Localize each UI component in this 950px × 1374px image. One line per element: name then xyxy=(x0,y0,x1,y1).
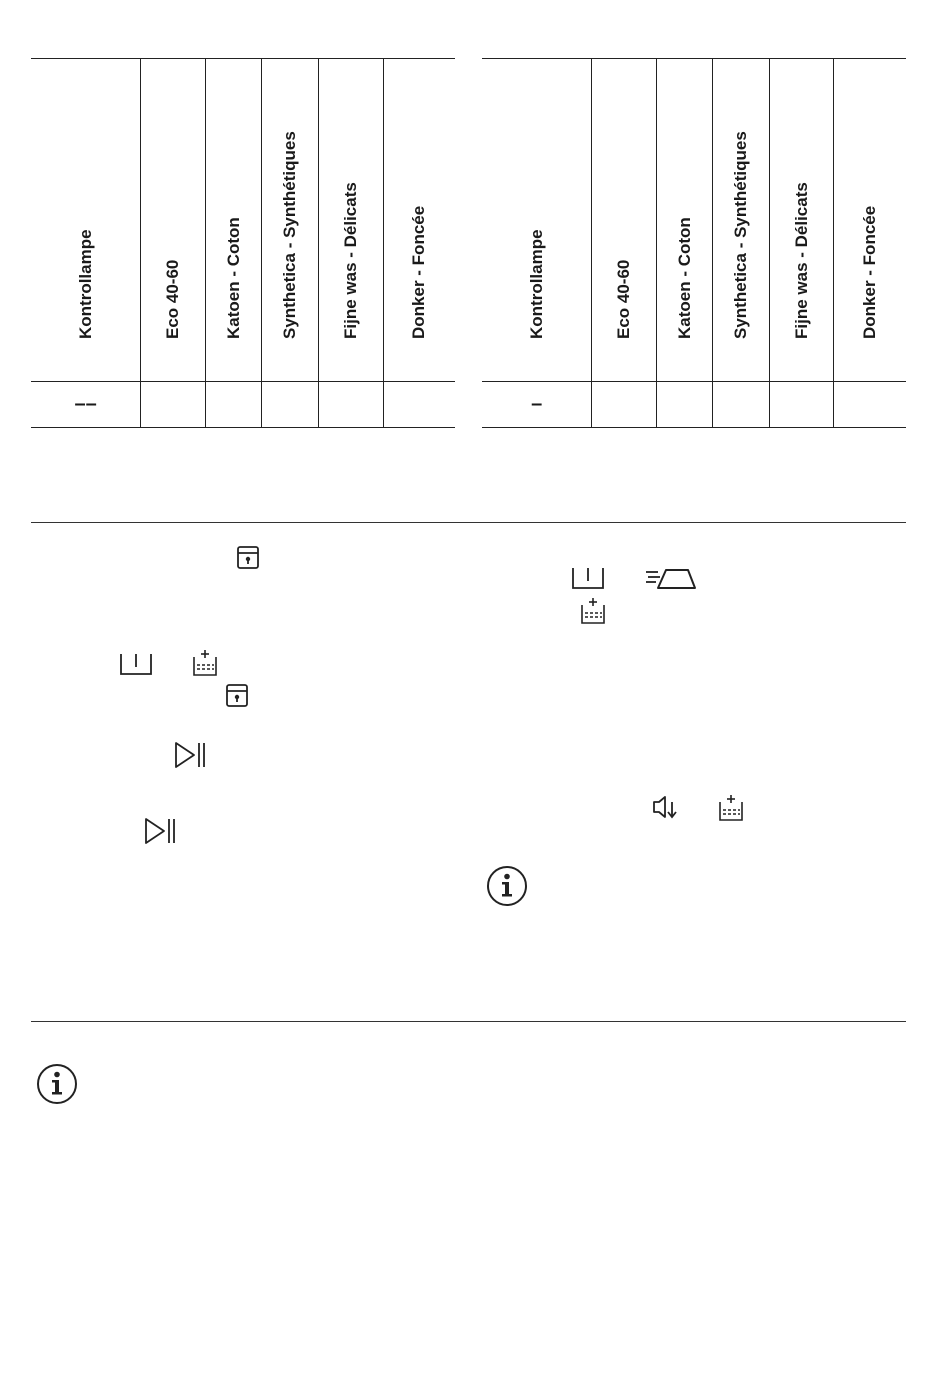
table-cell xyxy=(834,382,906,428)
sound-off-icon xyxy=(652,796,680,820)
col-header xyxy=(383,59,455,382)
table-cell xyxy=(383,382,455,428)
door-lock-icon xyxy=(237,546,259,570)
header-katoen: Katoen - Coton xyxy=(223,217,243,339)
header-donker: Donker - Foncée xyxy=(409,205,429,339)
table-cell xyxy=(141,382,206,428)
col-header xyxy=(205,59,262,382)
info-icon xyxy=(486,865,528,907)
col-header xyxy=(262,59,319,382)
info-icon xyxy=(36,1063,78,1105)
table-cell xyxy=(713,382,770,428)
col-header xyxy=(141,59,206,382)
extra-rinse-icon xyxy=(718,794,744,822)
section-divider xyxy=(31,522,906,523)
table-row xyxy=(482,382,906,428)
header-synthetica: Synthetica - Synthétiques xyxy=(731,131,751,339)
easy-iron-icon xyxy=(644,566,698,592)
col-header xyxy=(769,59,834,382)
header-eco: Eco 40-60 xyxy=(614,259,634,339)
header-donker: Donker - Foncée xyxy=(860,205,880,339)
col-header xyxy=(656,59,713,382)
table-cell: –– xyxy=(31,382,141,428)
play-pause-icon xyxy=(174,741,208,769)
door-lock-icon xyxy=(226,684,248,708)
table-cell xyxy=(319,382,384,428)
header-kontrollampe: Kontrollampe xyxy=(526,229,546,339)
header-synthetica: Synthetica - Synthétiques xyxy=(280,131,300,339)
header-kontrollampe: Kontrollampe xyxy=(75,229,95,339)
extra-rinse-icon xyxy=(580,597,606,625)
col-header xyxy=(713,59,770,382)
col-header xyxy=(592,59,657,382)
table-cell xyxy=(262,382,319,428)
col-header xyxy=(482,59,592,382)
time-manager-icon xyxy=(571,566,605,590)
table-cell xyxy=(656,382,713,428)
header-katoen: Katoen - Coton xyxy=(674,217,694,339)
table-cell xyxy=(592,382,657,428)
section-divider xyxy=(31,1021,906,1022)
table-cell xyxy=(769,382,834,428)
table-row xyxy=(31,382,455,428)
col-header xyxy=(319,59,384,382)
extra-rinse-icon xyxy=(192,649,218,677)
play-pause-icon xyxy=(144,817,178,845)
col-header xyxy=(31,59,141,382)
header-eco: Eco 40-60 xyxy=(163,259,183,339)
program-table-right xyxy=(482,58,906,428)
table-cell: – xyxy=(482,382,592,428)
program-table-left xyxy=(31,58,455,428)
col-header xyxy=(834,59,906,382)
header-fijne-was: Fijne was - Délicats xyxy=(340,182,360,339)
time-manager-icon xyxy=(119,652,153,676)
table-cell xyxy=(205,382,262,428)
header-fijne-was: Fijne was - Délicats xyxy=(791,182,811,339)
